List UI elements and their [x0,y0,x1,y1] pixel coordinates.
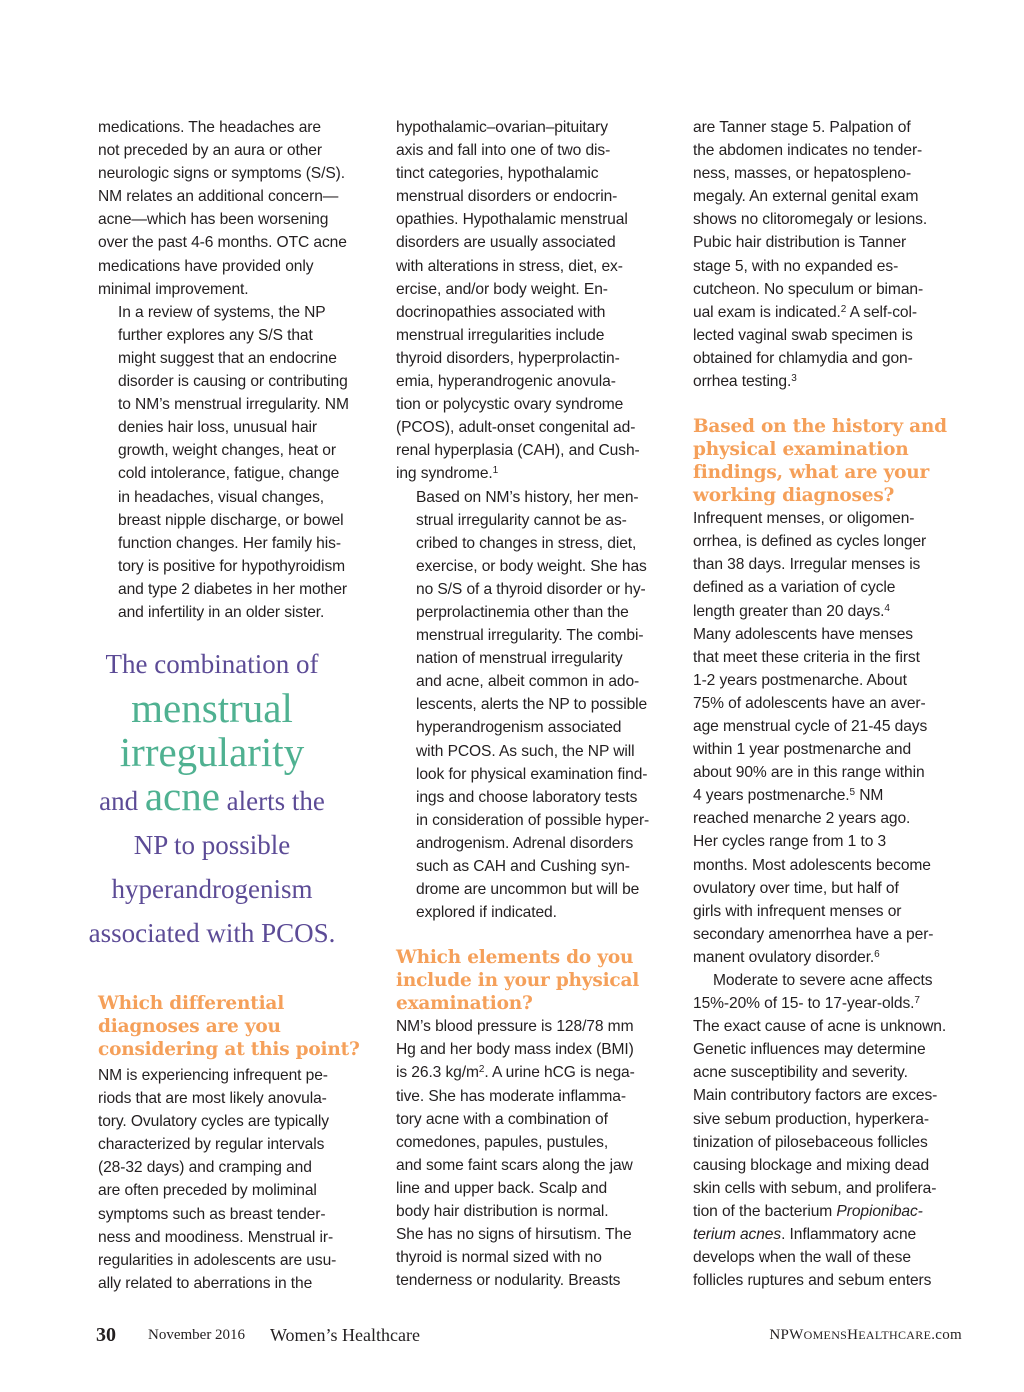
col3-p2-lines-b-line: about 90% are in this range within [693,764,925,782]
pull-quote-line-6: hyperandrogenism [111,874,313,904]
col1-paragraph-3-line: ness and moodiness. Menstrual ir- [98,1228,334,1246]
col2-paragraph-1-lines [396,116,668,462]
col2-p3-lines-b-line: tive. She has moderate inflamma- [396,1087,626,1105]
col1-paragraph-1-line: medications. The headaches are [98,119,321,136]
col3-p2-lines-c-line: secondary amenorrhea have a per- [693,925,934,943]
col2-paragraph-2-line: Based on NM’s history, her men- [416,488,639,506]
col3-p3-lines-c [693,1246,965,1292]
col2-paragraph-2 [396,486,668,925]
col3-p1-lines-b-line: obtained for chlamydia and gon- [693,349,913,367]
col1-paragraph-1-line: neurologic signs or symptoms (S/S). [98,165,345,183]
col1-paragraph-2-line: tory is positive for hypothyroidism [118,557,346,575]
col1-paragraph-2-line: and type 2 diabetes in her mother [118,580,348,598]
issue-date: November 2016 [148,1327,246,1343]
col3-paragraph-3 [693,969,965,1292]
pull-quote-line-3: irregularity [119,729,305,775]
col2-paragraph-2-line: no S/S of a thyroid disorder or hy- [416,580,646,598]
col3-p2-ref5-a: 4 years postmenarche. [693,787,850,805]
magazine-title: Women’s Healthcare [270,1325,420,1345]
col3-p2-ref6-line [693,946,965,969]
col2-paragraph-1-lines-line: menstrual disorders or endocrin- [396,188,618,206]
col1-paragraph-3-line: riods that are most likely anovula- [98,1090,327,1108]
col3-p3-lines-b-line: causing blockage and mixing dead [693,1156,930,1174]
col3-p2-ref4-line [693,600,965,623]
col1-paragraph-2-line: breast nipple discharge, or bowel [118,511,344,529]
col2-paragraph-2-line: explored if indicated. [416,904,557,922]
col3-p1-ref2-a: ual exam is indicated. [693,303,841,321]
col2-heading [396,946,668,1015]
col3-p1-lines-b-line: lected vaginal swab specimen is [693,326,913,344]
col2-paragraph-1-lines-line: with alterations in stress, diet, ex- [396,257,623,275]
col1-paragraph-3-line: symptoms such as breast tender- [98,1205,326,1223]
pull-quote-line-2: menstrual [131,685,293,731]
col2-paragraph-2-line: look for physical examination find- [416,765,648,783]
site-np: NP [769,1327,790,1343]
column-3 [693,116,965,1292]
col2-paragraph-1-lines-line: hypothalamic–ovarian–pituitary [396,119,608,136]
col3-p2-ref5-line [693,784,965,807]
col2-paragraph-1 [396,116,668,486]
col1-paragraph-2-line: further explores any S/S that [118,326,313,344]
col3-p3-lines-b-line: The exact cause of acne is unknown. [693,1018,947,1036]
col2-paragraph-1-lines-line: docrinopathies associated with [396,303,606,321]
col3-p2-lines-c-line: Her cycles range from 1 to 3 [693,833,887,851]
col3-p3-lines-b-line: sive sebum production, hyperkera- [693,1110,929,1128]
site-h: H [847,1327,859,1343]
col2-p3-lines-b-line: tory acne with a combination of [396,1110,608,1128]
reference-7: 7 [914,995,920,1007]
col2-paragraph-2-line: menstrual irregularity. The combi- [416,627,644,645]
col2-p3-lines-b-line: She has no signs of hirsutism. The [396,1226,632,1244]
col1-paragraph-2-line: might suggest that an endocrine [118,349,337,367]
col3-p3-bacterium-line-1 [693,1200,965,1223]
page-footer [96,1324,962,1354]
col2-paragraph-2-line: exercise, or body weight. She has [416,557,647,575]
col3-p3-lines-b-line: Genetic influences may determine [693,1041,926,1059]
reference-5: 5 [849,787,855,799]
col3-p2-ref4-a: length greater than 20 days. [693,602,885,620]
col1-paragraph-1-line: not preceded by an aura or other [98,142,322,160]
col1-paragraph-2 [98,301,370,624]
col2-heading-line: Which elements do you [396,947,634,969]
col3-p1-lines-a-line: cutcheon. No speculum or biman- [693,280,924,298]
col2-paragraph-1-lines-line: ercise, and/or body weight. En- [396,280,608,298]
col3-paragraph-1 [693,116,965,393]
reference-3: 3 [791,373,797,385]
col1-paragraph-1-line: medications have provided only [98,257,314,275]
site-com: .com [931,1327,962,1343]
col3-p1-last-text: orrhea testing. [693,373,792,391]
col2-p3-bmi-a: is 26.3 kg/m [396,1064,479,1082]
col2-paragraph-1-lines-line: opathies. Hypothalamic menstrual [396,211,628,229]
pull-quote [62,642,362,955]
site-w: W [789,1327,804,1343]
col2-paragraph-1-last-line [396,462,668,485]
col2-p3-lines-a-line: Hg and her body mass index (BMI) [396,1041,634,1059]
col1-paragraph-3-line: (28-32 days) and cramping and [98,1159,312,1177]
col3-paragraph-2 [693,507,965,969]
col1-heading-line: diagnoses are you [98,1016,281,1037]
site-ealthcare: EALTHCARE [858,1328,932,1342]
col2-p3-lines-b-line: tenderness or nodularity. Breasts [396,1272,621,1290]
reference-1: 1 [492,465,499,477]
col3-p1-ref2-line [693,301,965,324]
col3-p3-lines-c-line: follicles ruptures and sebum enters [693,1272,932,1290]
col2-heading-line: include in your physical [396,970,640,992]
col1-paragraph-2-line: In a review of systems, the NP [118,303,326,321]
col3-p1-lines-b [693,324,965,370]
col2-paragraph-2-line: lescents, alerts the NP to possible [416,696,648,714]
col3-p2-lines-a [693,507,965,599]
col3-p3-bact-a: tion of the bacterium [693,1202,837,1220]
col2-paragraph-2-line: in consideration of possible hyper- [416,811,650,829]
reference-6: 6 [874,948,880,960]
col3-heading-line: findings, what are your [693,462,930,484]
col3-p1-lines-a-line: the abdomen indicates no tender- [693,142,923,160]
col1-paragraph-2-line: function changes. Her family his- [118,534,341,552]
col3-p1-ref2-b: A self-col- [846,303,917,321]
col3-p3-bact-italic-2: terium acnes [693,1226,782,1244]
col1-paragraph-1 [98,116,370,301]
col2-p3-lines-a-line: NM’s blood pressure is 128/78 mm [396,1018,634,1036]
col2-paragraph-1-lines-line: axis and fall into one of two dis- [396,142,611,160]
col3-p2-lines-a-line: defined as a variation of cycle [693,579,896,597]
col3-p2-lines-b [693,623,965,785]
col2-paragraph-1-lines-line: tion or polycystic ovary syndrome [396,396,624,414]
pull-quote-line-4 [62,774,362,823]
col3-p1-lines-a-line: are Tanner stage 5. Palpation of [693,119,911,136]
col2-paragraph-1-lines-line: renal hyperplasia (CAH), and Cush- [396,442,640,460]
col3-p2-lines-a-line: Infrequent menses, or oligomen- [693,510,915,528]
col3-p2-lines-b-line: within 1 year postmenarche and [693,741,912,759]
col2-paragraph-2-line: nation of menstrual irregularity [416,650,623,668]
col3-p3-bact-italic-1: Propionibac- [836,1202,923,1220]
col1-paragraph-1-line: acne—which has been worsening [98,211,329,229]
pull-quote-acne: acne [144,773,220,819]
site-omens: OMENS [803,1328,848,1342]
col3-p2-lines-c-line: reached menarche 2 years ago. [693,810,911,828]
col2-paragraph-1-lines-line: menstrual irregularities include [396,326,605,344]
col1-paragraph-3-line: characterized by regular intervals [98,1136,325,1154]
col2-p3-lines-b-line: line and upper back. Scalp and [396,1179,608,1197]
col2-paragraph-1-lines-line: (PCOS), adult-onset congenital ad- [396,419,636,437]
col2-p3-bmi-line [396,1061,668,1084]
col1-paragraph-2-line: and infertility in an older sister. [118,603,325,621]
col2-p3-lines-a [396,1015,668,1061]
col1-paragraph-1-line: NM relates an additional concern— [98,188,339,206]
col2-paragraph-3 [396,1015,668,1292]
column-1-lower [98,1064,370,1295]
col2-paragraph-1-lines-line: tinct categories, hypothalamic [396,165,599,183]
pull-quote-line-1: The combination of [105,649,319,679]
col3-p3-ref7-line [693,992,965,1015]
col3-p2-ref5-b: NM [855,787,884,805]
col3-p1-lines-a-line: shows no clitoromegaly or lesions. [693,211,928,229]
col1-paragraph-3-line: are often preceded by moliminal [98,1182,317,1200]
col1-paragraph-3-line: NM is experiencing infrequent pe- [98,1067,328,1084]
col1-paragraph-2-line: growth, weight changes, heat or [118,442,336,460]
col3-p3-lines-b-line: skin cells with sebum, and prolifera- [693,1179,937,1197]
col2-p3-lines-b-line: body hair distribution is normal. [396,1203,609,1221]
col2-paragraph-2-line: ings and choose laboratory tests [416,788,638,806]
col3-heading-line: working diagnoses? [693,485,895,507]
col1-paragraph-3-line: tory. Ovulatory cycles are typically [98,1113,329,1131]
col1-paragraph-2-line: denies hair loss, unusual hair [118,419,317,437]
col2-p1-last-text: ing syndrome. [396,465,493,483]
col3-p2-lines-b-line: that meet these criteria in the first [693,648,920,666]
col3-p3-lines-c-line: develops when the wall of these [693,1249,911,1267]
col3-p3-lines-b-line: tinization of pilosebaceous follicles [693,1133,928,1151]
column-1 [98,116,370,624]
pull-quote-line-5: NP to possible [133,830,291,860]
col2-paragraph-2-line: cribed to changes in stress, diet, [416,534,637,552]
col2-paragraph-2-line: strual irregularity cannot be as- [416,511,627,529]
col3-heading-line: Based on the history and [693,416,947,438]
col3-p1-last-line [693,370,965,393]
col1-paragraph-1-line: over the past 4-6 months. OTC acne [98,234,347,252]
col2-paragraph-1-lines-line: thyroid disorders, hyperprolactin- [396,349,620,367]
col2-heading-line: examination? [396,993,533,1015]
col1-paragraph-2-line: to NM’s menstrual irregularity. NM [118,396,349,414]
reference-4: 4 [884,602,890,614]
col3-p2-lines-b-line: 1-2 years postmenarche. About [693,671,907,689]
col3-p2-lines-c [693,807,965,946]
col1-paragraph-2-line: disorder is causing or contributing [118,373,348,391]
col3-p1-lines-a [693,116,965,301]
col2-paragraph-2-line: such as CAH and Cushing syn- [416,858,630,875]
col2-paragraph-2-line: with PCOS. As such, the NP will [416,742,635,760]
col3-p3-bacterium-line-2 [693,1223,965,1246]
col3-p3-ref7-a: 15%-20% of 15- to 17-year-olds. [693,995,915,1013]
col2-paragraph-1-lines-line: emia, hyperandrogenic anovula- [396,373,616,391]
col3-p2-lines-a-line: than 38 days. Irregular menses is [693,556,921,574]
col2-p3-lines-b [396,1085,668,1293]
col1-paragraph-3-line: regularities in adolescents are usu- [98,1251,337,1269]
col1-paragraph-3-line: ally related to aberrations in the [98,1274,313,1292]
superscript-2: 2 [478,1064,485,1076]
col2-paragraph-2-line: perprolactinemia other than the [416,603,629,621]
col1-paragraph-2-line: in headaches, visual changes, [118,488,325,506]
pull-quote-alerts: alerts the [226,786,325,816]
col3-p1-lines-a-line: megaly. An external genital exam [693,188,919,206]
col1-heading [98,992,370,1061]
col1-paragraph-1-line: minimal improvement. [98,280,249,298]
pull-quote-and: and [99,786,139,816]
col2-p3-bmi-b: . A urine hCG is nega- [484,1064,635,1082]
col3-p1-lines-a-line: Pubic hair distribution is Tanner [693,234,907,252]
col2-p3-lines-b-line: comedones, papules, pustules, [396,1133,609,1151]
col3-heading [693,415,965,507]
col2-p3-lines-b-line: and some faint scars along the jaw [396,1156,633,1174]
website-url [769,1327,962,1344]
col3-p1-lines-a-line: stage 5, with no expanded es- [693,257,899,275]
col3-p2-lines-c-line: ovulatory over time, but half of [693,879,899,897]
col3-p2-ref6-a: manent ovulatory disorder. [693,948,875,966]
col3-p3-bact-b: . Inflammatory acne [781,1226,917,1244]
col1-paragraph-2-line: cold intolerance, fatigue, change [118,465,340,483]
col3-p3-lines-b [693,1015,965,1200]
col3-p2-lines-c-line: months. Most adolescents become [693,856,931,874]
col3-heading-line: physical examination [693,439,909,461]
col2-paragraph-2-line: drome are uncommon but will be [416,881,640,899]
col1-heading-line: Which differential [98,993,285,1014]
reference-2: 2 [840,303,847,315]
col3-p3-lines-b-line: Main contributory factors are exces- [693,1087,938,1105]
column-2 [396,116,668,1292]
col3-p2-lines-c-line: girls with infrequent menses or [693,902,902,920]
col1-heading-line: considering at this point? [98,1039,360,1060]
col2-paragraph-2-line: hyperandrogenism associated [416,719,622,737]
pull-quote-line-7: associated with PCOS. [88,918,336,948]
col3-p2-lines-a-line: orrhea, is defined as cycles longer [693,533,927,551]
col1-paragraph-3 [98,1064,370,1295]
col2-paragraph-2-line: and acne, albeit common in ado- [416,673,640,691]
col2-paragraph-1-lines-line: disorders are usually associated [396,234,616,252]
col3-p2-lines-b-line: Many adolescents have menses [693,625,913,643]
col3-p3-lines-b-line: acne susceptibility and severity. [693,1064,908,1082]
page-number: 30 [96,1324,116,1346]
col3-p2-lines-b-line: 75% of adolescents have an aver- [693,694,926,712]
col2-paragraph-2-line: androgenism. Adrenal disorders [416,834,634,852]
col2-p3-lines-b-line: thyroid is normal sized with no [396,1249,602,1267]
col3-p2-lines-b-line: age menstrual cycle of 21-45 days [693,717,928,735]
col3-p3-first-line: Moderate to severe acne affects [713,972,933,989]
col3-p1-lines-a-line: ness, masses, or hepatospleno- [693,165,912,183]
